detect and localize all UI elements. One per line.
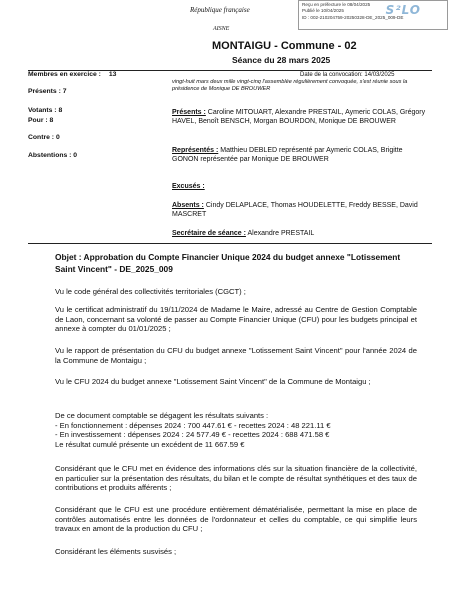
present-count — [28, 88, 67, 95]
secretary-name: Alexandre PRESTAIL — [245, 230, 315, 237]
members-label: Membres en exercice : — [28, 71, 101, 78]
present-label: Présents : 7 — [28, 88, 67, 95]
excused-label: Excusés : — [172, 183, 205, 190]
financial-results — [55, 411, 417, 449]
abstentions-count — [28, 152, 77, 159]
attendees-absent — [172, 201, 427, 219]
paragraph-considerant-final: Considérant les éléments susvisés ; — [55, 547, 177, 556]
against-count — [28, 134, 60, 141]
prefecture-stamp — [298, 0, 448, 30]
for-count — [28, 117, 53, 124]
against-label: Contre : 0 — [28, 134, 60, 141]
voters-count — [28, 107, 62, 114]
stamp-published: Publié le 10/04/2025 — [302, 8, 344, 14]
represented-names: Matthieu DEBLED représenté par Aymeric COLAS, Brigitte GONON représentée par Monique DE BROUWER — [172, 147, 403, 164]
absents-names: Cindy DELAPLACE, Thomas HOUDELETTE, Freddy BESSE, David MASCRET — [172, 202, 418, 219]
attendees-present — [172, 108, 427, 126]
voters-label: Votants : 8 — [28, 107, 63, 114]
vote-summary — [28, 0, 168, 170]
represented-label: Représentés : — [172, 147, 219, 154]
paragraph-report: Vu le rapport de présentation du CFU du budget annexe "Lotissement Saint Vincent" pour l'année 2024 de la Commune de Montaigu ; — [55, 346, 417, 365]
absents-label: Absents : — [172, 202, 204, 209]
for-label: Pour : 8 — [28, 117, 54, 124]
attendees-represented — [172, 146, 427, 164]
paragraph-cfu: Vu le CFU 2024 du budget annexe "Lotissement Saint Vincent" de la Commune de Montaigu ; — [55, 377, 371, 386]
seance-date: Séance du 28 mars 2025 — [232, 55, 331, 65]
results-fonctionnement: - En fonctionnement : dépenses 2024 : 700 447.61 € - recettes 2024 : 48 221.11 € — [55, 420, 331, 430]
results-intro: De ce document comptable se dégagent les résultats suivants : — [55, 411, 269, 420]
results-cumul: Le résultat cumulé présente un excédent de 11 667.59 € — [55, 439, 245, 449]
paragraph-considerant-info: Considérant que le CFU met en évidence des informations clés sur la situation financière de la collectivité, en particulier sur la présentation des résultats, du bilan et le compte de résultat synthétiques et des taux de contributions et produits afférents ; — [55, 464, 417, 493]
department-label: AISNE — [213, 26, 230, 32]
members-value: 13 — [108, 71, 117, 78]
presents-names: Caroline MITOUART, Alexandre PRESTAIL, Aymeric COLAS, Grégory HAVEL, Benoît BENSCH, Morgan BOURDON, Monique DE BROUWER — [172, 109, 426, 126]
republic-label: République française — [190, 6, 250, 14]
stamp-id: ID : 002-210204759-20250328-DE_2025_009-DE — [302, 14, 404, 20]
session-secretary — [172, 229, 427, 238]
body-divider — [28, 243, 432, 244]
results-investissement: - En investissement : dépenses 2024 : 24 577.49 € - recettes 2024 : 688 471.58 € — [55, 430, 330, 440]
paragraph-cgct: Vu le code général des collectivités territoriales (CGCT) ; — [55, 287, 246, 296]
paragraph-certificate: Vu le certificat administratif du 19/11/2024 de Madame le Maire, adressé au Centre de Gestion Comptable de Laon, concernant sa volonté de passer au Compte Financier Unique (CFU) pour les budgets principal et annexe à compter du 01/01/2025 ; — [55, 305, 417, 334]
slo-logo: S²LO — [385, 3, 421, 17]
session-intro: vingt-huit mars deux mille vingt-cinq l'assemblée régulièrement convoquée, s'est réunie sous la présidence de Monique DE BROUWER — [172, 79, 408, 93]
abstentions-label: Abstentions : 0 — [28, 152, 78, 159]
stamp-received: Reçu en préfecture le 08/04/2025 — [302, 2, 371, 7]
paragraph-considerant-dematerialise: Considérant que le CFU est une procédure entièrement dématérialisée, permettant la mise en place de contrôles automatisés entre les données de l'ordonnateur et celles du comptable, ce qui simplifie leurs travaux en amont de la production du CFU ; — [55, 505, 417, 534]
secretary-label: Secrétaire de séance : — [172, 230, 246, 237]
deliberation-subject: Objet : Approbation du Compte Financier Unique 2024 du budget annexe "Lotissement Saint Vincent" - DE_2025_009 — [55, 252, 401, 274]
convocation-date: Date de la convocation: 14/03/2025 — [300, 72, 395, 78]
members-in-office — [28, 71, 116, 78]
attendees-excused — [172, 182, 427, 191]
presents-label: Présents : — [172, 109, 206, 116]
commune-title: MONTAIGU - Commune - 02 — [212, 40, 357, 52]
